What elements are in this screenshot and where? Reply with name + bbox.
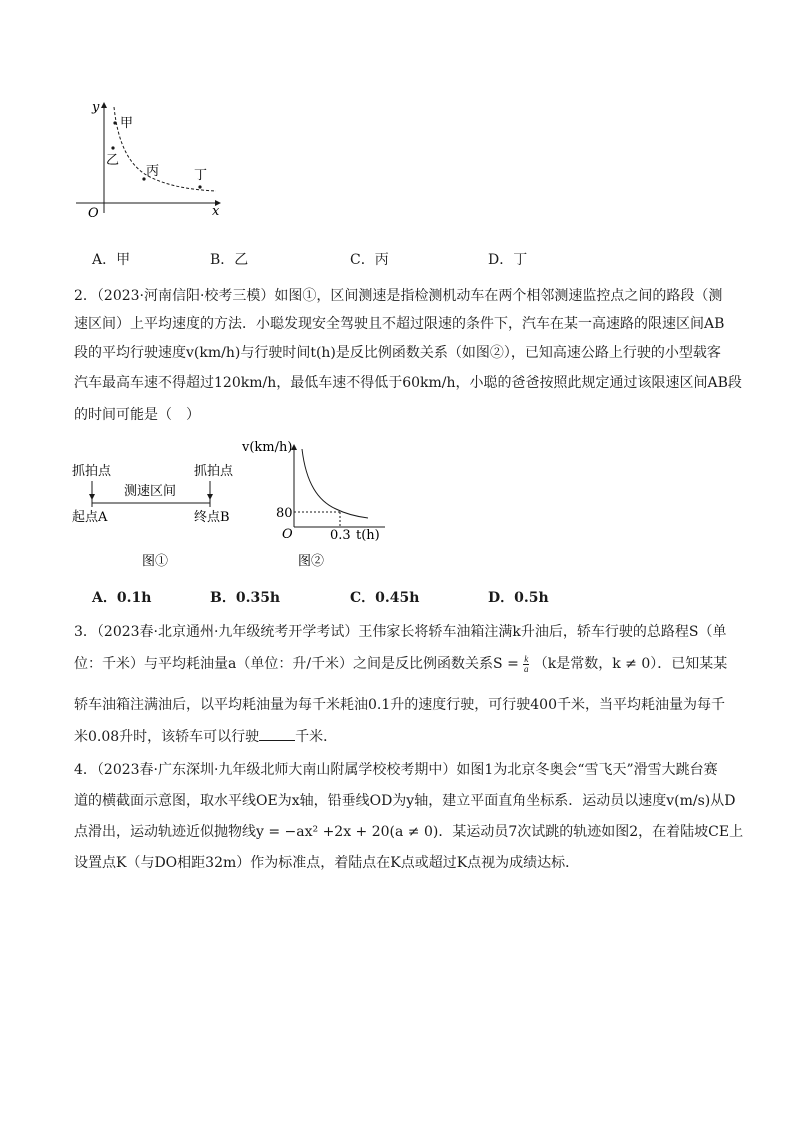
q2-line-4: 汽车最高车速不得超过120km/h，最低车速不得低于60km/h，小聪的爸爸按照此规定通过该限速区间AB段	[74, 375, 742, 391]
fraction-numerator: k	[524, 653, 529, 664]
x-label: x	[212, 204, 220, 219]
q3-line-3: 轿车油箱注满油后，以平均耗油量为每千米耗油0.1升的速度行驶，可行驶400千米，当平均耗油量为每千	[74, 697, 725, 713]
q3-line-4	[74, 726, 724, 747]
label-bing: 丙	[146, 164, 160, 179]
q3-line-2	[74, 653, 728, 674]
figure-vt-graph	[240, 435, 400, 575]
answer-blank[interactable]	[259, 726, 295, 741]
label-ding: 丁	[194, 168, 208, 183]
capture-point-left: 抓拍点	[72, 464, 112, 479]
q2-option-d: D．0.5h	[488, 590, 549, 606]
q1-option-d: D．丁	[488, 252, 528, 268]
q3-line-2-post: （k是常数，k ≠ 0）．已知某某	[533, 656, 728, 672]
v-axis-label: v(km/h)	[242, 440, 293, 455]
start-point-label: 起点A	[72, 510, 108, 525]
t-tick-0-3: 0.3	[330, 528, 351, 543]
origin-label-2: O	[282, 527, 293, 542]
figure-inverse-points	[70, 95, 230, 225]
figure-speed-interval	[70, 455, 255, 575]
q3-line-4-pre: 米0.08升时，该轿车可以行驶	[74, 729, 260, 745]
q1-option-a: A．甲	[92, 252, 131, 268]
q4-line-4: 设置点K（与DO相距32m）作为标准点，着陆点在K点或超过K点视为成绩达标．	[74, 855, 580, 871]
q1-option-b: B．乙	[210, 252, 249, 268]
y-label: y	[92, 100, 100, 115]
q2-line-2: 速区间）上平均速度的方法．小聪发现安全驾驶且不超过限速的条件下，汽车在某一高速路的限速区间AB	[74, 316, 725, 332]
label-jia: 甲	[120, 116, 134, 131]
interval-label: 测速区间	[124, 484, 177, 499]
q3-line-2-pre: 位：千米）与平均耗油量a（单位：升/千米）之间是反比例函数关系S =	[74, 656, 519, 672]
q3-line-4-post: 千米．	[295, 729, 338, 745]
figure-1-caption: 图①	[142, 554, 169, 569]
fraction-k-over-a	[523, 655, 529, 674]
q3-line-1: 3．（2023春·北京通州·九年级统考开学考试）王伟家长将轿车油箱注满k升油后，轿车行驶的总路程S（单	[74, 624, 727, 640]
figure-2-caption: 图②	[298, 554, 325, 569]
q2-option-a: A．0.1h	[92, 590, 152, 606]
q4-line-1: 4．（2023春·广东深圳·九年级北师大南山附属学校校考期中）如图1为北京冬奥会“雪飞天”滑雪大跳台赛	[74, 762, 718, 778]
origin-label: O	[88, 206, 99, 221]
point-jia	[113, 121, 116, 124]
q2-line-3: 段的平均行驶速度v(km/h)与行驶时间t(h)是反比例函数关系（如图②），已知高速公路上行驶的小型载客	[74, 345, 721, 361]
q2-option-b: B．0.35h	[210, 590, 281, 606]
inverse-curve	[302, 449, 368, 518]
point-ding	[198, 185, 201, 188]
q2-line-1: 2．（2023·河南信阳·校考三模）如图①，区间测速是指检测机动车在两个相邻测速监控点之间的路段（测	[74, 288, 723, 304]
v-tick-80: 80	[276, 506, 293, 521]
label-yi: 乙	[106, 153, 120, 168]
q1-option-c: C．丙	[350, 252, 389, 268]
end-point-label: 终点B	[194, 510, 230, 525]
q4-line-2: 道的横截面示意图，取水平线OE为x轴，铅垂线OD为y轴，建立平面直角坐标系．运动员以速度v(m/s)从D	[74, 793, 736, 809]
q4-line-3: 点滑出，运动轨迹近似抛物线y = −ax² +2x + 20(a ≠ 0)．某运动员7次试跳的轨迹如图2，在着陆坡CE上	[74, 824, 744, 840]
t-axis-label: t(h)	[356, 528, 380, 543]
fraction-denominator: a	[524, 663, 529, 674]
point-yi	[111, 146, 114, 149]
q2-line-5: 的时间可能是（ ）	[74, 407, 200, 423]
capture-point-right: 抓拍点	[194, 464, 234, 479]
q2-option-c: C．0.45h	[350, 590, 420, 606]
